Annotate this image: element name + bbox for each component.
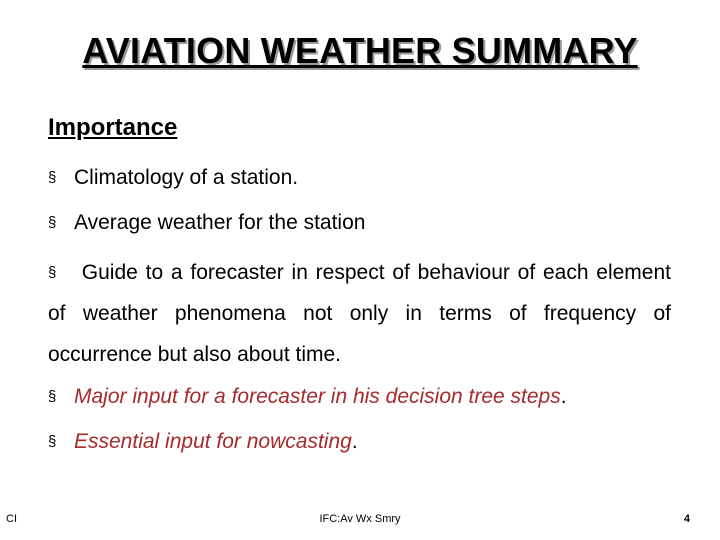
bullet-text: Climatology of a station. <box>74 166 299 189</box>
bullet-marker: § <box>48 433 57 450</box>
section-heading: Importance <box>48 114 178 141</box>
bullet-period: . <box>351 430 358 453</box>
bullet-text: Guide to a forecaster in respect of behaviour of each element of weather phenomena not only in terms of frequency of occurrence but also about time. <box>48 261 671 366</box>
slide-title: AVIATION WEATHER SUMMARY <box>82 30 638 71</box>
bullet-period: . <box>560 385 567 408</box>
bullet-marker: § <box>48 214 57 231</box>
bullet-average-weather <box>48 211 365 235</box>
bullet-climatology <box>48 166 298 190</box>
bullet-text: Average weather for the station <box>74 211 366 234</box>
footer-center: IFC:Av Wx Smry <box>319 513 401 525</box>
bullet-text: Major input for a forecaster in his decision tree steps <box>74 385 561 408</box>
bullet-marker: § <box>48 169 57 186</box>
bullet-essential-input <box>48 430 358 454</box>
bullet-marker: § <box>48 264 57 281</box>
footer-left: CI <box>6 513 17 525</box>
page-number: 4 <box>683 513 690 525</box>
bullet-text: Essential input for nowcasting <box>74 430 352 453</box>
bullet-marker: § <box>48 388 57 405</box>
bullet-guide-paragraph <box>48 252 671 375</box>
bullet-major-input <box>48 385 567 409</box>
